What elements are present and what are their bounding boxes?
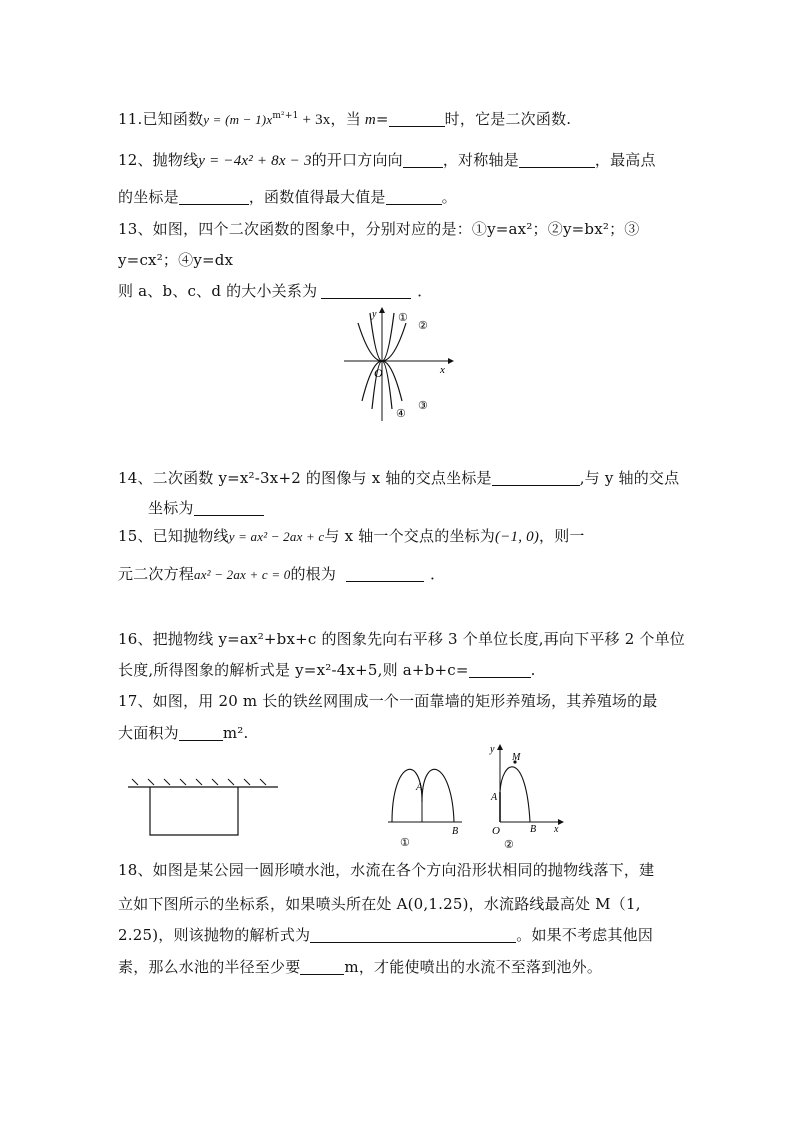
fountain-figure-2: [488, 740, 568, 850]
q17-text-a: 大面积为: [118, 724, 179, 742]
q15-answer-blank[interactable]: [346, 567, 424, 582]
q11-tail: + 3x，当: [298, 112, 365, 128]
q15-formula-1: y = ax² − 2ax + c: [228, 529, 325, 544]
label-a1: A: [416, 781, 423, 793]
q12-text-c: ，对称轴是: [442, 151, 519, 169]
q18-formula-blank[interactable]: [310, 928, 516, 943]
q12-text-e: 的坐标是: [118, 188, 179, 206]
question-16-line1: 16、把抛物线 y=ax²+bx+c 的图象先向右平移 3 个单位长度,再向下平移 2 个单位: [118, 630, 686, 648]
label-y: y: [372, 309, 377, 320]
fence-rectangle: [150, 787, 238, 835]
q18-text-c: 素，那么水池的半径至少要: [118, 958, 301, 976]
q18-text-a: 2.25)，则该抛物的解析式为: [118, 926, 311, 944]
q11-answer-blank[interactable]: [389, 112, 445, 127]
question-16-line2: [118, 659, 536, 680]
label-x: x: [440, 364, 445, 376]
q14-text-c: 坐标为: [148, 499, 194, 517]
q17-enclosure-figure: [124, 775, 284, 841]
q13-text-a: 则 a、b、c、d 的大小关系为: [118, 282, 318, 300]
q17-answer-blank[interactable]: [179, 726, 223, 741]
q18-text-b: 。如果不考虑其他因: [516, 926, 654, 944]
question-18-line3: [118, 924, 653, 945]
q13-text-b: ．: [417, 282, 433, 300]
label-4: ④: [396, 408, 406, 420]
question-15-line1: [118, 525, 585, 546]
label-y: y: [490, 744, 495, 755]
q16-text-b: .: [530, 661, 536, 679]
question-14-line1: [118, 467, 679, 488]
y-axis-arrow-icon: [497, 744, 503, 750]
question-15-line2: [118, 563, 445, 584]
label-b1: B: [452, 826, 459, 837]
right-arc: [422, 769, 454, 822]
q17-text-b: m².: [222, 724, 249, 742]
q11-var: m: [364, 112, 376, 128]
q12-vertex-blank[interactable]: [179, 190, 249, 205]
q11-formula: y = (m − 1)x: [203, 112, 273, 127]
q11-prefix: 11.已知函数: [118, 110, 204, 128]
q13-answer-blank[interactable]: [321, 284, 411, 299]
q18-text-d: m，才能使喷出的水流不至落到池外。: [344, 958, 603, 976]
q16-text-a: 长度,所得图象的解析式是 y=x²-4x+5,则 a+b+c=: [118, 661, 469, 679]
left-arc: [392, 769, 422, 822]
q13-parabola-figure: [340, 305, 460, 425]
label-2: ②: [418, 320, 428, 332]
q12-text-f: ，函数值得最大值是: [248, 188, 386, 206]
q15-text-b: 与 x 轴一个交点的坐标为: [324, 527, 496, 545]
label-x: x: [554, 824, 559, 835]
question-17-line2: [118, 722, 248, 743]
question-12-line2: [118, 186, 457, 207]
label-b2: B: [530, 824, 537, 835]
fountain-figure-1: [384, 758, 466, 850]
label-m: M: [512, 752, 521, 763]
label-o: O: [492, 825, 500, 837]
q12-axis-blank[interactable]: [519, 153, 595, 168]
fig-label-1: ①: [400, 837, 410, 849]
q15-text-e: 的根为: [290, 565, 337, 583]
q11-eq: =: [375, 110, 389, 128]
question-17-line1: 17、如图，用 20 m 长的铁丝网围成一个一面靠墙的矩形养殖场，其养殖场的最: [118, 692, 658, 710]
question-13-line3: [118, 280, 433, 301]
q12-text-a: 12、抛物线: [118, 151, 199, 169]
q15-text-a: 15、已知抛物线: [118, 527, 229, 545]
q12-text-d: ，最高点: [594, 151, 656, 169]
q14-text-b: ,与 y 轴的交点: [579, 469, 680, 487]
question-18-line1: 18、如图是某公园一圆形喷水池，水流在各个方向沿形状相同的抛物线落下，建: [118, 861, 655, 879]
q14-text-a: 14、二次函数 y=x²-3x+2 的图像与 x 轴的交点坐标是: [118, 469, 492, 487]
q16-answer-blank[interactable]: [469, 663, 531, 678]
q12-text-g: 。: [441, 188, 457, 206]
question-11: [118, 108, 571, 129]
label-a2: A: [491, 792, 498, 803]
q15-text-f: ．: [430, 565, 446, 583]
question-12-line1: [118, 149, 656, 170]
q15-text-d: 元二次方程: [118, 565, 195, 583]
label-origin: O: [374, 366, 383, 380]
q15-text-c: ，则一: [539, 527, 585, 545]
q18-radius-blank[interactable]: [300, 960, 344, 975]
q11-suffix: 时，它是二次函数.: [444, 110, 572, 128]
water-arc: [500, 767, 530, 822]
q12-direction-blank[interactable]: [403, 153, 443, 168]
q15-point: (−1, 0): [495, 529, 540, 545]
label-3: ③: [418, 400, 428, 412]
q14-y-intercept-blank[interactable]: [194, 501, 264, 516]
x-axis-arrow-icon: [558, 819, 564, 825]
label-1: ①: [398, 312, 408, 324]
q14-x-intercept-blank[interactable]: [492, 471, 580, 486]
question-18-line2: 立如下图所示的坐标系，如果喷头所在处 A(0,1.25)，水流路线最高处 M（1,: [118, 895, 641, 913]
question-14-line2: [148, 497, 264, 518]
q12-text-b: 的开口方向向: [311, 151, 403, 169]
q15-formula-2: ax² − 2ax + c = 0: [194, 567, 291, 582]
q12-max-blank[interactable]: [386, 190, 442, 205]
wall-hatching: [132, 779, 266, 785]
question-18-line4: [118, 956, 602, 977]
q11-exponent: m²+1: [272, 111, 299, 121]
fig-label-2: ②: [504, 839, 514, 850]
y-axis-arrow-icon: [379, 307, 385, 313]
q12-formula: y = −4x² + 8x − 3: [198, 153, 312, 169]
x-axis-arrow-icon: [448, 358, 454, 364]
question-13-line1: 13、如图，四个二次函数的图象中，分别对应的是：①y=ax²；②y=bx²；③: [118, 220, 640, 238]
question-13-line2: y=cx²；④y=dx: [118, 251, 234, 269]
